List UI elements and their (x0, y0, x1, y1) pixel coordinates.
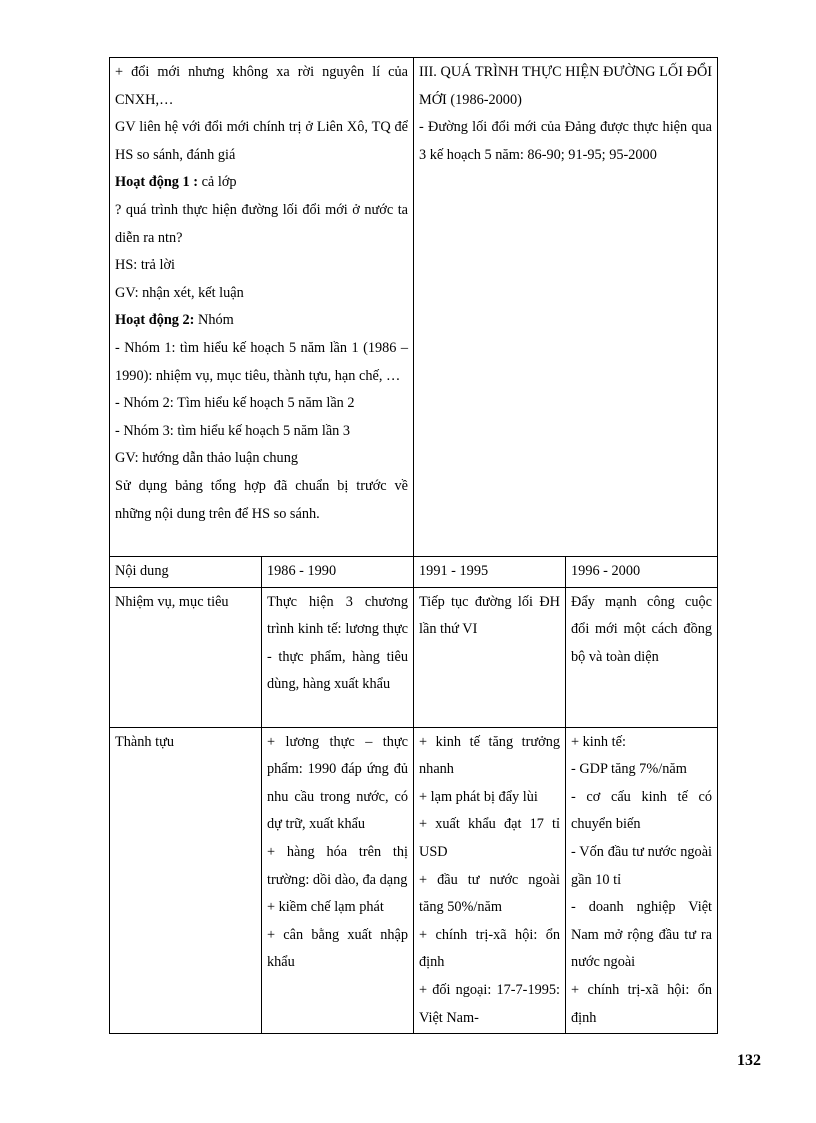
cell-line: + xuất khẩu đạt 17 tỉ USD (419, 816, 561, 860)
text-line: HS: trả lời (115, 257, 175, 274)
cell (414, 727, 566, 1034)
activity-1-text: cả lớp (198, 174, 237, 191)
text-line: - Nhóm 3: tìm hiểu kế hoạch 5 năm lần 3 (115, 422, 351, 439)
teacher-activity-cell (110, 58, 414, 557)
text-line: GV: nhận xét, kết luận (115, 284, 244, 301)
cell (262, 587, 414, 727)
cell-line: + đầu tư nước ngoài tăng 50%/năm (419, 871, 561, 916)
cell-line: + đối ngoại: 17-7-1995: Việt Nam- (419, 981, 561, 1026)
cell (566, 587, 718, 727)
cell-line: + kinh tế: (571, 733, 626, 750)
header-cell: 1996 - 2000 (566, 557, 718, 588)
activity-2-text: Nhóm (194, 312, 234, 329)
cell-line: + cân bằng xuất nhập khẩu (267, 926, 409, 971)
activity-2 (115, 307, 408, 335)
cell-line: + hàng hóa trên thị trường: dồi dào, đa dạng (267, 843, 409, 888)
cell-line: + chính trị-xã hội: ổn định (571, 981, 713, 1026)
cell-line: + lương thực – thực phẩm: 1990 đáp ứng đủ nhu cầu trong nước, có dự trữ, xuất khẩu (267, 733, 409, 833)
cell (262, 727, 414, 1034)
activity-row (110, 58, 718, 557)
page-number: 132 (737, 1052, 761, 1069)
lesson-table (109, 57, 718, 1034)
section-heading: III. QUÁ TRÌNH THỰC HIỆN ĐƯỜNG LỐI ĐỔI MỚI (1986-2000) (419, 64, 713, 108)
text-line: + đổi mới nhưng không xa rời nguyên lí của CNXH,… (115, 64, 409, 108)
table-header-row (110, 557, 718, 588)
activity-1-label: Hoạt động 1 : (115, 174, 199, 191)
text-line: GV: hướng dẫn thảo luận chung (115, 450, 298, 467)
cell-line: Tiếp tục đường lối ĐH lần thứ VI (419, 593, 561, 638)
row-label: Thành tựu (110, 727, 262, 1034)
cell-line: - doanh nghiệp Việt Nam mở rộng đầu tư ra nước ngoài (571, 899, 713, 971)
cell (566, 727, 718, 1034)
cell-line: + lạm phát bị đẩy lùi (419, 788, 538, 805)
table-row (110, 587, 718, 727)
cell-line: + kinh tế tăng trưởng nhanh (419, 733, 561, 778)
cell-line: + kiềm chế lạm phát (267, 899, 384, 916)
text-line: GV liên hệ với đổi mới chính trị ở Liên Xô, TQ để HS so sánh, đánh giá (115, 119, 409, 163)
cell-line: Thực hiện 3 chương trình kinh tế: lương thực - thực phẩm, hàng tiêu dùng, hàng xuất khẩu (267, 593, 409, 693)
cell-line: - cơ cấu kinh tế có chuyển biến (571, 788, 713, 833)
cell-line: Đẩy mạnh công cuộc đổi mới một cách đồng bộ và toàn diện (571, 593, 713, 665)
cell (414, 587, 566, 727)
text-line: ? quá trình thực hiện đường lối đổi mới ở nước ta diễn ra ntn? (115, 201, 409, 246)
cell-line: - Vốn đầu tư nước ngoài gần 10 tỉ (571, 843, 713, 888)
header-cell: Nội dung (110, 557, 262, 588)
text-line: - Nhóm 2: Tìm hiểu kế hoạch 5 năm lần 2 (115, 395, 355, 412)
table-row (110, 727, 718, 1034)
text-line: - Nhóm 1: tìm hiểu kế hoạch 5 năm lần 1 (1986 – 1990): nhiệm vụ, mục tiêu, thành tựu, hạn chế, … (115, 339, 409, 384)
header-cell: 1991 - 1995 (414, 557, 566, 588)
activity-2-label: Hoạt động 2: (115, 312, 195, 329)
text-line: Sử dụng bảng tổng hợp đã chuẩn bị trước về những nội dung trên để HS so sánh. (115, 477, 409, 522)
row-label: Nhiệm vụ, mục tiêu (110, 587, 262, 727)
cell-line: + chính trị-xã hội: ổn định (419, 926, 561, 971)
section-text: - Đường lối đổi mới của Đảng được thực hiện qua 3 kế hoạch 5 năm: 86-90; 91-95; 95-2000 (419, 119, 713, 163)
cell-line: - GDP tăng 7%/năm (571, 761, 687, 778)
content-cell (414, 58, 718, 557)
activity-1 (115, 169, 408, 197)
header-cell: 1986 - 1990 (262, 557, 414, 588)
